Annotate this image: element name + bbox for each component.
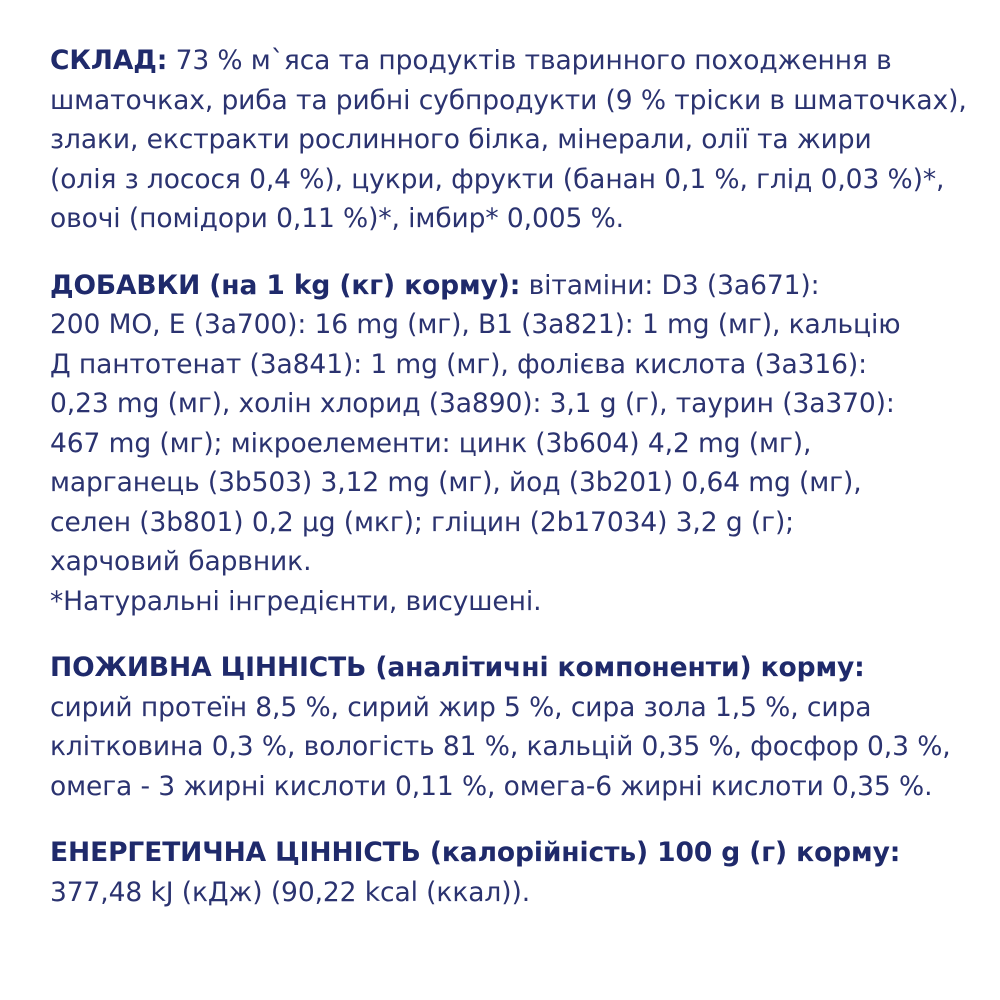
composition-text: злаки, екстракти рослинного білка, мінерали, олії та жири <box>50 124 872 155</box>
energy-text: 377,48 kJ (кДж) (90,22 kcal (ккал)). <box>50 876 531 908</box>
additives-text: Д пантотенат (3a841): 1 mg (мг), фолієва кислота (3a316): <box>50 348 867 380</box>
energy-title: ЕНЕРГЕТИЧНА ЦІННІСТЬ (калорійність) 100 g (г) корму: <box>50 837 901 868</box>
additives-title: ДОБАВКИ (на 1 kg (кг) корму): <box>50 269 521 301</box>
composition-text: (олія з лосося 0,4 %), цукри, фрукти (банан 0,1 %, глід 0,03 %)*, <box>50 163 945 195</box>
nutritional-text: омега - 3 жирні кислоти 0,11 %, омега-6 жирні кислоти 0,35 %. <box>50 770 933 802</box>
nutritional-text: сирий протеїн 8,5 %, сирий жир 5 %, сира зола 1,5 %, сира <box>50 691 872 723</box>
additives-text: харчовий барвник. <box>50 546 312 577</box>
composition-text: шматочках, риба та рибні субпродукти (9 % тріски в шматочках), <box>50 84 967 116</box>
additives-text: 467 mg (мг); мікроелементи: цинк (3b604) 4,2 mg (мг), <box>50 427 812 459</box>
nutritional-title: ПОЖИВНА ЦІННІСТЬ (аналітичні компоненти) корму: <box>50 652 865 683</box>
additives-text: марганець (3b503) 3,12 mg (мг), йод (3b201) 0,64 mg (мг), <box>50 467 862 498</box>
additives-line-1 <box>50 266 970 306</box>
additives-text: 200 МО, Е (3a700): 16 mg (мг), В1 (3a821): 1 mg (мг), кальцію <box>50 309 901 340</box>
additives-text: вітаміни: D3 (3a671): <box>528 269 820 301</box>
composition-title: СКЛАД: <box>50 45 168 76</box>
energy-section <box>50 833 970 912</box>
additives-text: 0,23 mg (мг), холін хлорид (3a890): 3,1 g (г), таурин (3a370): <box>50 388 895 419</box>
nutritional-text: клітковина 0,3 %, вологість 81 %, кальцій 0,35 %, фосфор 0,3 %, <box>50 731 951 762</box>
natural-ingredients-note: *Натуральні інгредієнти, висушені. <box>50 585 542 617</box>
composition-text: овочі (помідори 0,11 %)*, імбир* 0,005 %. <box>50 203 624 234</box>
nutritional-section <box>50 648 970 806</box>
composition-line-1 <box>50 41 970 81</box>
composition-text: 73 % м`яса та продуктів тваринного походження в <box>175 45 892 76</box>
additives-section <box>50 266 970 622</box>
composition-section <box>50 41 970 239</box>
ingredients-document <box>50 41 970 939</box>
additives-text: селен (3b801) 0,2 µg (мкг); гліцин (2b17034) 3,2 g (г); <box>50 506 795 538</box>
